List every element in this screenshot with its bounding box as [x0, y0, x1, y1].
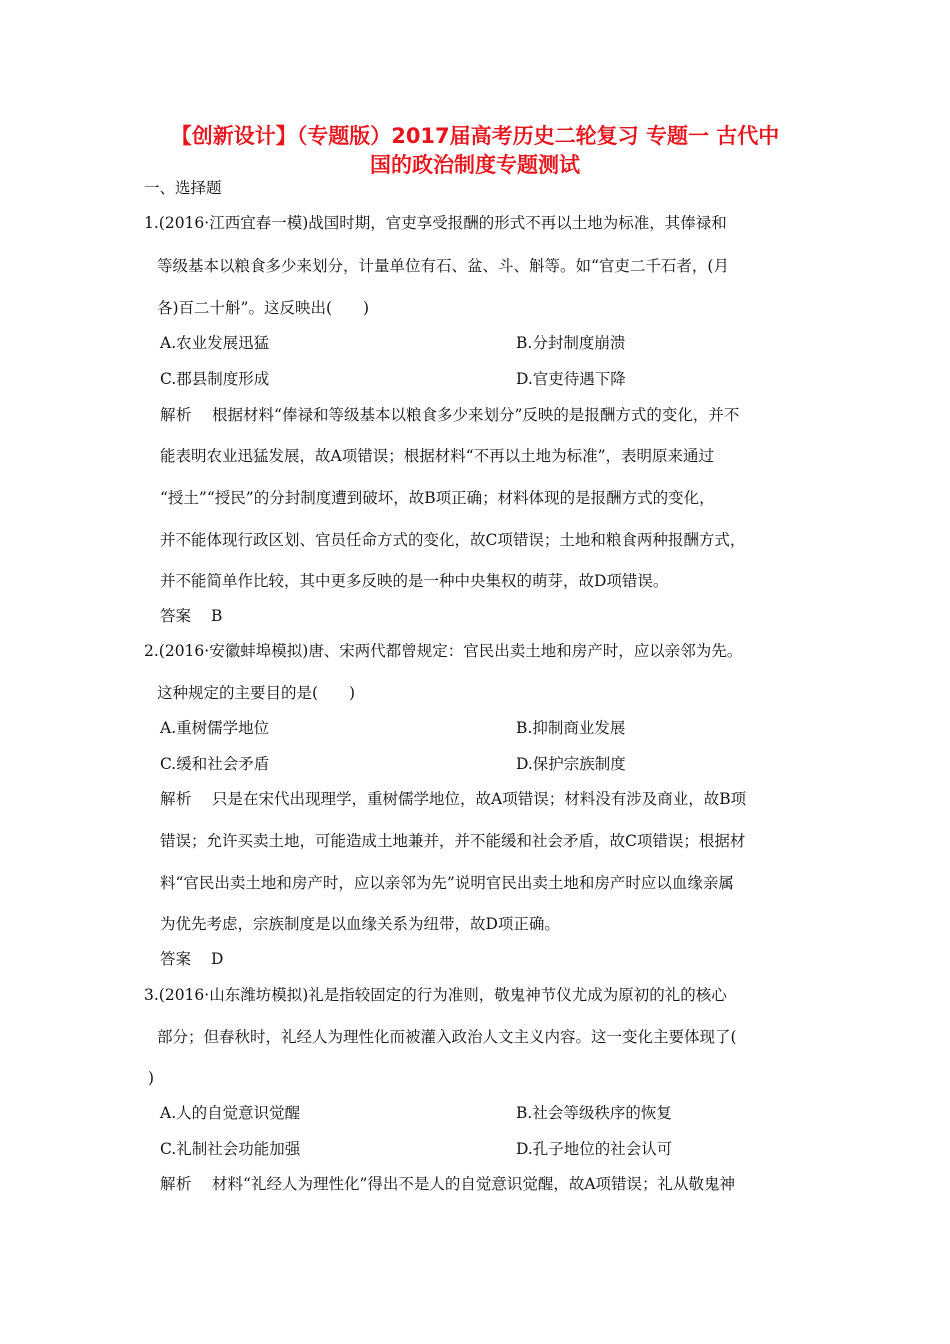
q1-analysis-line-5: 并不能简单作比较，其中更多反映的是一种中央集权的萌芽，故D项错误。	[160, 572, 669, 590]
q1-analysis-line-3: “授土”“授民”的分封制度遭到破坏，故B项正确；材料体现的是报酬方式的变化，	[160, 489, 715, 507]
q3-stem-line-3: )	[148, 1069, 155, 1087]
q1-stem-line-2: 等级基本以粮食多少来划分，计量单位有石、盆、斗、斛等。如“官吏二千石者，(月	[157, 257, 729, 275]
q1-stem-line-3: 各)百二十斛”。这反映出( )	[157, 299, 370, 317]
q2-analysis-label: 解析	[160, 790, 193, 808]
title-line-1: 【创新设计】（专题版）2017届高考历史二轮复习 专题一 古代中	[170, 124, 780, 148]
q3-option-a: A.人的自觉意识觉醒	[160, 1104, 301, 1122]
q3-stem-line-2: 部分；但春秋时，礼经人为理性化而被灌入政治人文主义内容。这一变化主要体现了(	[157, 1028, 737, 1046]
q1-analysis-line-1	[160, 404, 739, 426]
q1-answer	[160, 605, 222, 627]
q1-analysis-label: 解析	[160, 406, 193, 424]
q3-option-c: C.礼制社会功能加强	[160, 1140, 301, 1158]
q2-stem-line-2: 这种规定的主要目的是( )	[157, 684, 356, 702]
q3-option-b: B.社会等级秩序的恢复	[516, 1104, 672, 1122]
q2-analysis-line-3: 料“官民出卖土地和房产时，应以亲邻为先”说明官民出卖土地和房产时应以血缘亲属	[160, 874, 734, 892]
q2-option-d: D.保护宗族制度	[516, 755, 626, 773]
q3-analysis-label: 解析	[160, 1175, 193, 1193]
q1-answer-label: 答案	[160, 607, 192, 625]
q3-analysis-text-1: 材料“礼经人为理性化”得出不是人的自觉意识觉醒，故A项错误；礼从敬鬼神	[212, 1175, 736, 1193]
q2-analysis-line-4: 为优先考虑，宗族制度是以血缘关系为纽带，故D项正确。	[160, 915, 560, 933]
q2-option-a: A.重树儒学地位	[160, 719, 270, 737]
q1-analysis-line-2: 能表明农业迅猛发展，故A项错误；根据材料“不再以土地为标准”，表明原来通过	[160, 447, 715, 465]
q2-analysis-line-2: 错误；允许买卖土地，可能造成土地兼并，并不能缓和社会矛盾，故C项错误；根据材	[160, 832, 746, 850]
section-heading: 一、选择题	[144, 179, 222, 197]
q2-analysis-text-1: 只是在宋代出现理学，重树儒学地位，故A项错误；材料没有涉及商业，故B项	[212, 790, 747, 808]
q2-analysis-line-1	[160, 788, 746, 810]
q3-analysis-line-1	[160, 1173, 735, 1195]
title-line-2: 国的政治制度专题测试	[370, 153, 580, 177]
q1-stem-line-1: 1.(2016·江西宜春一模)战国时期，官吏享受报酬的形式不再以土地为标准，其俸禄和	[144, 214, 727, 232]
q1-option-c: C.郡县制度形成	[160, 370, 270, 388]
q1-analysis-line-4: 并不能体现行政区划、官员任命方式的变化，故C项错误；土地和粮食两种报酬方式，	[160, 531, 746, 549]
q2-answer	[160, 948, 223, 970]
q1-option-b: B.分封制度崩溃	[516, 334, 626, 352]
q2-stem-line-1: 2.(2016·安徽蚌埠模拟)唐、宋两代都曾规定：官民出卖土地和房产时，应以亲邻为先。	[144, 642, 743, 660]
q1-analysis-text-1: 根据材料“俸禄和等级基本以粮食多少来划分”反映的是报酬方式的变化，并不	[212, 406, 740, 424]
q2-option-b: B.抑制商业发展	[516, 719, 626, 737]
q2-option-c: C.缓和社会矛盾	[160, 755, 270, 773]
q2-answer-label: 答案	[160, 950, 192, 968]
q3-stem-line-1: 3.(2016·山东潍坊模拟)礼是指较固定的行为准则，敬鬼神节仪尤成为原初的礼的核心	[144, 986, 727, 1004]
q2-answer-value: D	[211, 950, 224, 968]
q1-answer-value: B	[211, 607, 223, 625]
document-title	[120, 122, 830, 180]
q1-option-d: D.官吏待遇下降	[516, 370, 626, 388]
q1-option-a: A.农业发展迅猛	[160, 334, 270, 352]
q3-option-d: D.孔子地位的社会认可	[516, 1140, 673, 1158]
